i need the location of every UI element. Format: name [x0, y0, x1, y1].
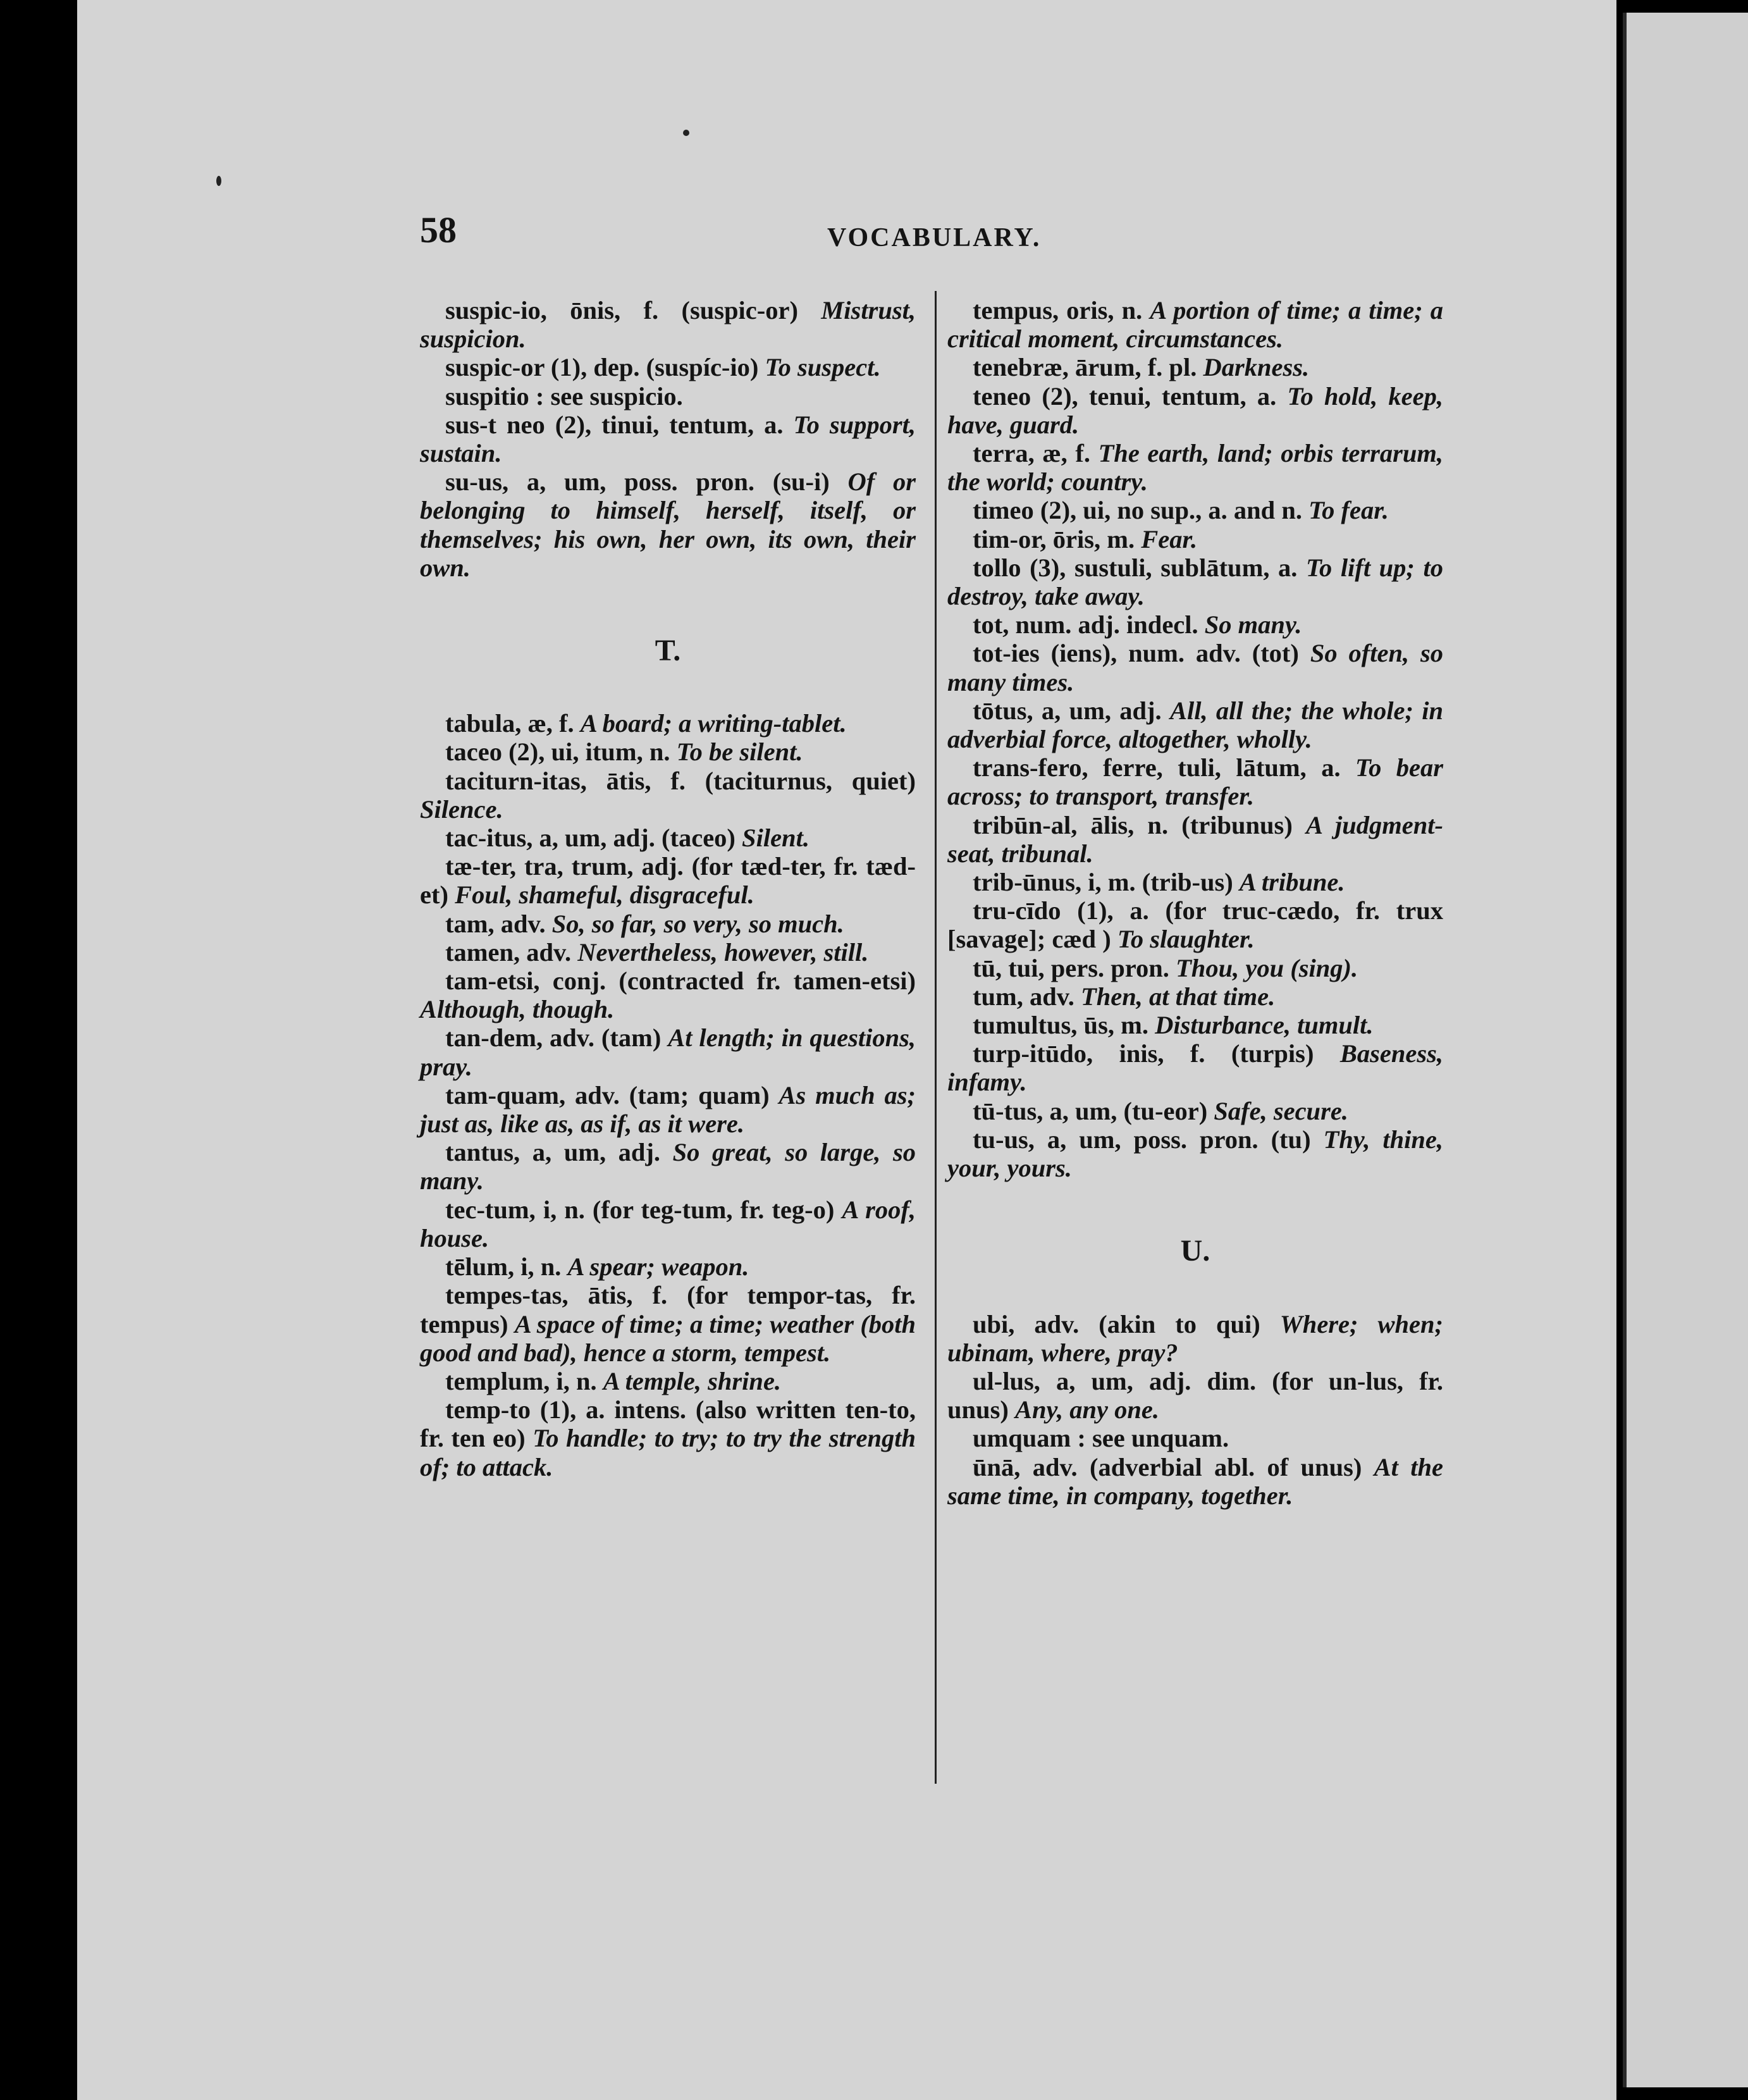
vocabulary-entry [947, 382, 1443, 439]
entry-gloss: To bear across; to transport, transfer. [947, 753, 1444, 811]
vocabulary-entry [947, 353, 1443, 381]
entry-headword: tam, adv. [445, 909, 546, 938]
entry-gloss: At the same time, in company, together. [947, 1452, 1443, 1510]
vocabulary-entry [947, 1367, 1443, 1424]
right-column [947, 296, 1443, 1510]
entry-headword: temp-to (1), a. intens. (also written ten-to, fr. ten eo) [420, 1395, 916, 1453]
entry-gloss: Thou, you (sing). [1176, 953, 1358, 982]
vocabulary-entry [947, 525, 1443, 553]
vocabulary-entry [947, 610, 1443, 639]
entry-gloss: Of or belonging to himself, herself, itself, or themselves; his own, her own, its own, their own. [420, 467, 916, 582]
vocabulary-entry [947, 982, 1443, 1011]
vocabulary-entry [947, 1424, 1443, 1452]
entry-headword: tam-quam, adv. (tam; quam) [445, 1080, 770, 1109]
page-number: 58 [420, 209, 457, 250]
entry-gloss: Thy, thine, your, yours. [947, 1125, 1444, 1183]
entry-headword: tac-itus, a, um, adj. (taceo) [445, 824, 736, 853]
entry-headword: templum, i, n. [445, 1366, 597, 1395]
vocabulary-entry [947, 954, 1443, 982]
vocabulary-entry [420, 1395, 916, 1481]
entry-gloss: Silence. [420, 794, 503, 824]
running-head: VOCABULARY. [827, 223, 1042, 252]
vocabulary-entry [420, 1138, 916, 1195]
entry-headword: tam-etsi, conj. (contracted fr. tamen-etsi) [445, 967, 916, 996]
entry-headword: tū-tus, a, um, (tu-eor) [973, 1096, 1208, 1125]
vocabulary-entry [947, 639, 1443, 696]
vocabulary-entry [420, 767, 916, 824]
entry-gloss: A spear; weapon. [567, 1252, 749, 1282]
entry-headword: tamen, adv. [445, 937, 572, 967]
entry-gloss: Nevertheless, however, still. [577, 937, 869, 967]
vocabulary-entry [947, 1453, 1443, 1510]
entry-headword: umquam : see unquam. [973, 1424, 1229, 1453]
vocabulary-entry [947, 1097, 1443, 1125]
entry-headword: tumultus, ūs, m. [973, 1011, 1148, 1040]
entry-gloss: Mistrust, suspicion. [420, 296, 916, 354]
vocabulary-entry [420, 411, 916, 467]
vocabulary-entry [947, 496, 1443, 524]
entry-headword: ul-lus, a, um, adj. dim. (for un-lus, fr. unus) [947, 1366, 1443, 1424]
entry-headword: trans-fero, ferre, tuli, lātum, a. [973, 753, 1341, 782]
entry-headword: tēlum, i, n. [445, 1252, 562, 1282]
entry-gloss: At length; in questions, pray. [420, 1023, 916, 1081]
entry-gloss: To handle; to try; to try the strength of; to attack. [420, 1424, 916, 1481]
vocabulary-entry [947, 696, 1443, 753]
vocabulary-entry [420, 738, 916, 766]
vocabulary-entry [420, 296, 916, 353]
entry-headword: suspitio : see suspicio. [445, 381, 683, 411]
vocabulary-entry [420, 852, 916, 909]
facing-page-edge [1623, 13, 1748, 2087]
entry-headword: tec-tum, i, n. (for teg-tum, fr. teg-o) [445, 1195, 835, 1224]
vocabulary-entry [420, 1281, 916, 1367]
entry-headword: tu-us, a, um, poss. pron. (tu) [973, 1125, 1311, 1154]
entry-gloss: To fear. [1308, 496, 1389, 525]
entry-headword: su-us, a, um, poss. pron. (su-i) [445, 467, 830, 497]
entry-gloss: Where; when; ubinam, where, pray? [947, 1309, 1444, 1367]
entry-gloss: So many. [1204, 610, 1302, 639]
vocabulary-entry [947, 296, 1443, 353]
vocabulary-entry [420, 910, 916, 938]
entry-gloss: Any, any one. [1014, 1395, 1159, 1424]
entry-headword: tan-dem, adv. (tam) [445, 1023, 662, 1053]
entry-gloss: A temple, shrine. [603, 1366, 782, 1395]
entry-gloss: Foul, shameful, disgraceful. [455, 880, 754, 910]
entry-headword: taciturn-itas, ātis, f. (taciturnus, quiet) [445, 766, 916, 795]
entry-headword: tot, num. adj. indecl. [973, 610, 1198, 639]
entry-gloss: A judgment-seat, tribunal. [947, 810, 1444, 868]
entry-headword: ubi, adv. (akin to qui) [973, 1309, 1260, 1338]
section-letter-u: U. [1180, 1234, 1210, 1268]
entry-headword: tot-ies (iens), num. adv. (tot) [973, 639, 1299, 668]
entry-gloss: To slaughter. [1117, 925, 1255, 954]
entry-gloss: Although, though. [420, 995, 615, 1024]
vocabulary-entry [420, 1081, 916, 1138]
entry-headword: tenebræ, ārum, f. pl. [973, 353, 1197, 382]
entry-gloss: Safe, secure. [1214, 1096, 1348, 1125]
vocabulary-entry [420, 1195, 916, 1252]
entry-headword: trib-ūnus, i, m. (trib-us) [973, 868, 1233, 897]
entry-headword: suspic-io, ōnis, f. (suspic-or) [445, 296, 798, 324]
entry-gloss: So, so far, so very, so much. [551, 909, 844, 938]
entry-gloss: A roof, house. [420, 1195, 916, 1252]
page-sheet [77, 0, 1616, 2100]
vocabulary-entry [420, 353, 916, 381]
vocabulary-entry [947, 553, 1443, 610]
entry-gloss: Baseness, infamy. [947, 1039, 1444, 1097]
vocabulary-entry [947, 811, 1443, 868]
entry-gloss: To lift up; to destroy, take away. [947, 553, 1443, 611]
entry-gloss: So often, so many times. [947, 639, 1443, 696]
section-letter-t: T. [655, 634, 681, 668]
left-column [420, 296, 916, 1481]
entry-gloss: To suspect. [765, 353, 881, 382]
vocabulary-entry [420, 967, 916, 1023]
entry-gloss: Silent. [742, 824, 809, 853]
entry-gloss: A board; a writing-tablet. [580, 709, 847, 738]
vocabulary-entry [947, 896, 1443, 953]
entry-gloss: To be silent. [676, 738, 803, 767]
entry-headword: tū, tui, pers. pron. [973, 953, 1169, 982]
vocabulary-entry [420, 467, 916, 582]
entry-headword: tæ-ter, tra, trum, adj. (for tæd-ter, fr. tæd-et) [420, 852, 916, 910]
vocabulary-entry [947, 1310, 1443, 1367]
ink-speck [216, 176, 221, 186]
entry-headword: tollo (3), sustuli, sublātum, a. [973, 553, 1298, 582]
entry-headword: tum, adv. [973, 982, 1074, 1011]
entry-gloss: Then, at that time. [1081, 982, 1276, 1011]
entry-gloss: Fear. [1141, 524, 1198, 553]
entry-headword: tōtus, a, um, adj. [973, 696, 1162, 725]
entry-headword: tim-or, ōris, m. [973, 524, 1135, 553]
vocabulary-entry [947, 753, 1443, 810]
entry-gloss: All, all the; the whole; in adverbial force, altogether, wholly. [947, 696, 1444, 754]
entry-gloss: Darkness. [1203, 353, 1310, 382]
entry-headword: tabula, æ, f. [445, 709, 574, 738]
entry-headword: suspic-or (1), dep. (suspíc-io) [445, 353, 759, 382]
entry-headword: timeo (2), ui, no sup., a. and n. [973, 496, 1302, 525]
entry-gloss: A space of time; a time; weather (both good and bad), hence a storm, tempest. [420, 1309, 916, 1367]
column-divider [935, 291, 937, 1784]
entry-gloss: The earth, land; orbis terrarum, the world; country. [947, 439, 1444, 497]
entry-headword: tribūn-al, ālis, n. (tribunus) [973, 810, 1293, 839]
vocabulary-entry [947, 1011, 1443, 1039]
entry-headword: tru-cīdo (1), a. (for truc-cædo, fr. trux [savage]; cæd ) [947, 896, 1443, 954]
entry-gloss: A portion of time; a time; a critical moment, circumstances. [947, 296, 1444, 354]
entry-headword: teneo (2), tenui, tentum, a. [973, 381, 1277, 411]
entry-gloss: Disturbance, tumult. [1155, 1011, 1374, 1040]
vocabulary-entry [420, 709, 916, 738]
vocabulary-entry [420, 1252, 916, 1281]
entry-headword: taceo (2), ui, itum, n. [445, 738, 670, 767]
vocabulary-entry [947, 868, 1443, 896]
entry-headword: tempes-tas, ātis, f. (for tempor-tas, fr. tempus) [420, 1281, 916, 1338]
vocabulary-entry [420, 382, 916, 411]
entry-gloss: A tribune. [1239, 868, 1345, 897]
vocabulary-entry [420, 1367, 916, 1395]
entry-headword: terra, æ, f. [973, 439, 1090, 468]
vocabulary-entry [420, 938, 916, 967]
vocabulary-entry [947, 1039, 1443, 1096]
entry-gloss: So great, so large, so many. [420, 1138, 916, 1195]
vocabulary-entry [947, 1125, 1443, 1182]
vocabulary-entry [420, 824, 916, 852]
vocabulary-entry [947, 439, 1443, 496]
vocabulary-entry [420, 1023, 916, 1080]
entry-headword: sus-t neo (2), tinui, tentum, a. [445, 410, 784, 439]
entry-headword: tantus, a, um, adj. [445, 1138, 661, 1167]
entry-gloss: To hold, keep, have, guard. [947, 381, 1444, 439]
entry-gloss: As much as; just as, like as, as if, as it were. [420, 1080, 916, 1139]
ink-speck [683, 130, 689, 136]
entry-headword: turp-itūdo, inis, f. (turpis) [973, 1039, 1314, 1068]
entry-gloss: To support, sustain. [420, 410, 916, 468]
entry-headword: ūnā, adv. (adverbial abl. of unus) [973, 1452, 1362, 1481]
entry-headword: tempus, oris, n. [973, 296, 1143, 324]
